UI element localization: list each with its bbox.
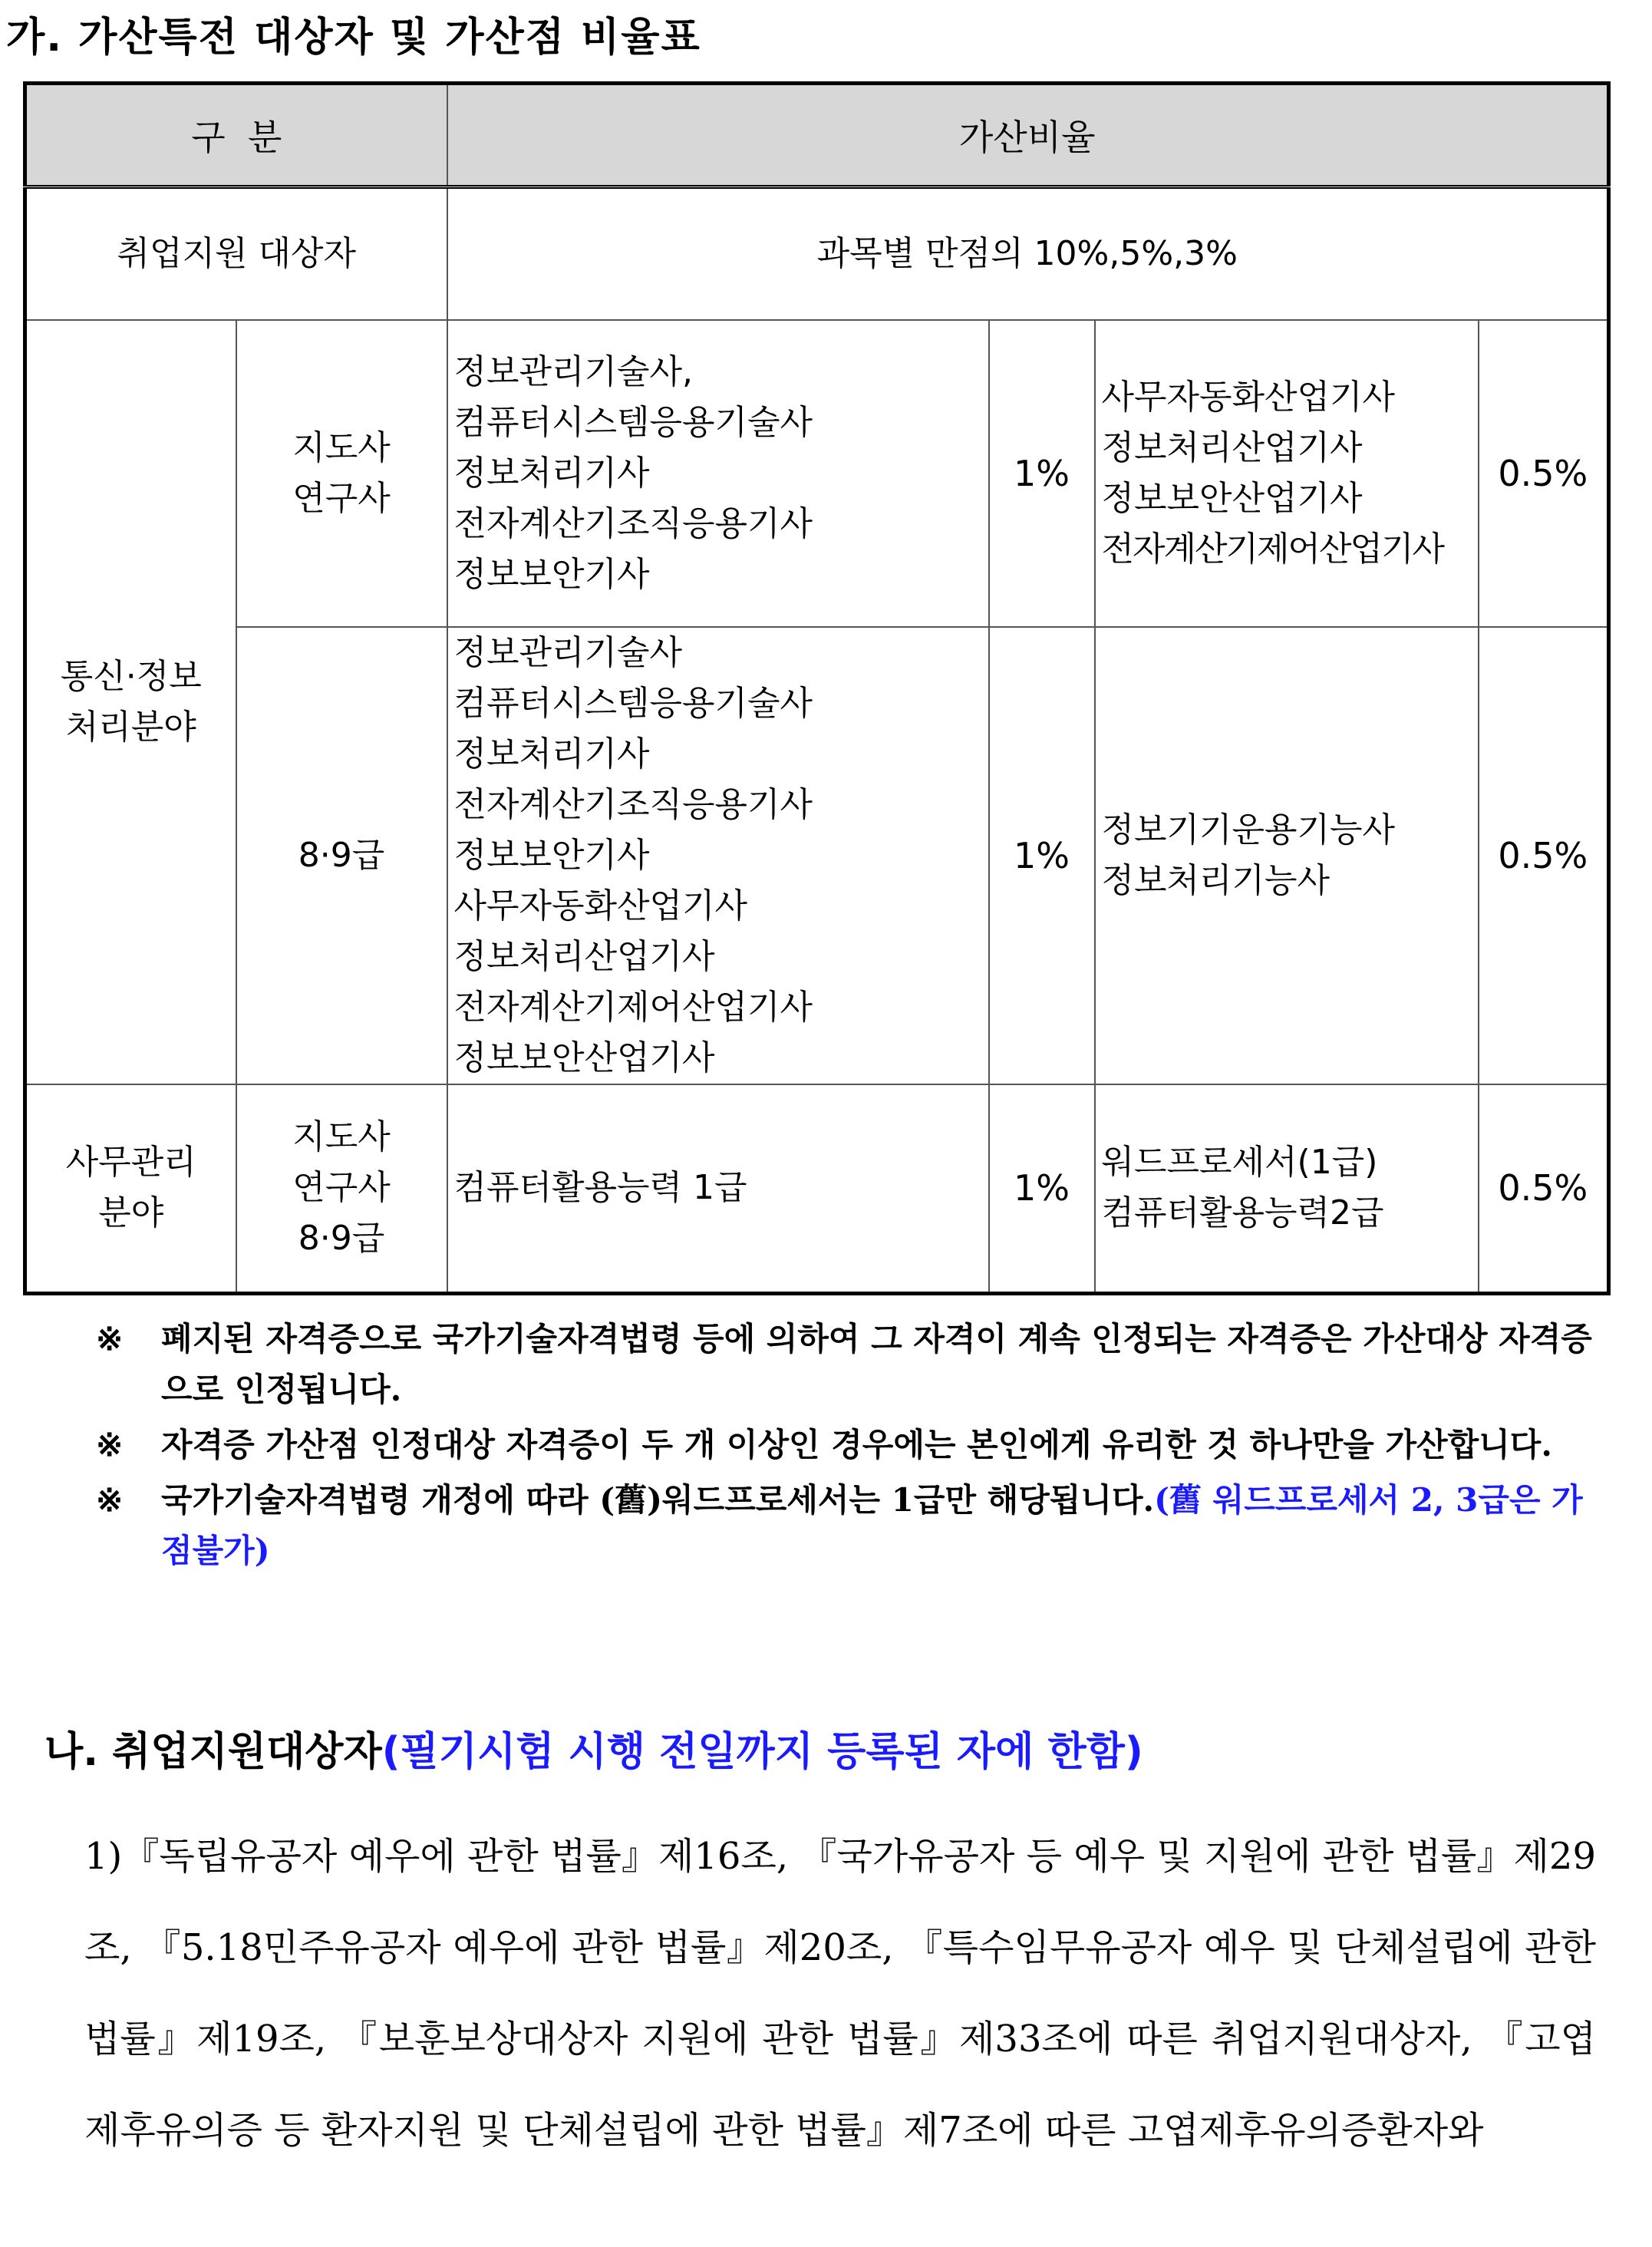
rate-1pct: 1% [989, 1084, 1095, 1294]
note-item [96, 1475, 1596, 1576]
cert-list-1pct [447, 1084, 989, 1294]
table-row [25, 187, 1609, 320]
cert-list-05pct [1095, 1084, 1479, 1294]
grade-line: 지도사 [292, 1117, 391, 1157]
category-line: 사무관리 [65, 1143, 196, 1183]
rate-05pct: 0.5% [1479, 627, 1609, 1084]
note-text: 국가기술자격법령 개정에 따라 (舊)워드프로세서는 1급만 해당됩니다. [161, 1481, 1155, 1519]
cert-item: 정보처리기사 [453, 453, 650, 493]
cert-item: 정보처리기능사 [1101, 860, 1331, 900]
rate-1pct: 1% [989, 627, 1095, 1084]
category-telecom [25, 320, 236, 1084]
cert-item: 전자계산기제어산업기사 [453, 987, 813, 1027]
cert-item: 전자계산기조직응용기사 [453, 784, 813, 824]
table-row [25, 320, 1609, 627]
grade-line: 연구사 [292, 1168, 391, 1208]
note-mark: ※ [96, 1426, 124, 1463]
section-a-title: 가. 가산특전 대상자 및 가산점 비율표 [6, 15, 701, 61]
table-header-row [25, 84, 1609, 187]
grade-line: 8·9급 [298, 1219, 385, 1259]
grade-cell [236, 320, 447, 627]
header-category: 구 분 [25, 84, 447, 187]
cert-list-1pct [447, 320, 989, 627]
cert-item: 사무자동화산업기사 [453, 886, 748, 926]
section-b-title-highlight: (필기시험 시행 전일까지 등록된 자에 한함) [381, 1729, 1143, 1775]
grade-line: 연구사 [292, 478, 391, 518]
cert-list-1pct [447, 627, 989, 1084]
bonus-rate-table [23, 81, 1611, 1295]
cert-item: 정보기기운용기능사 [1101, 810, 1396, 850]
table-row [25, 1084, 1609, 1294]
category-line: 분야 [98, 1193, 164, 1233]
cert-item: 정보보안산업기사 [1101, 478, 1363, 518]
note-text: 폐지된 자격증으로 국가기술자격법령 등에 의하여 그 자격이 계속 인정되는 자격증은 가산대상 자격증으로 인정됩니다. [161, 1320, 1592, 1408]
category-line: 통신·정보 [60, 656, 202, 696]
cert-item: 컴퓨터시스템응용기술사 [453, 402, 813, 442]
grade-cell: 8·9급 [236, 627, 447, 1084]
note-item [96, 1420, 1596, 1470]
rate-05pct: 0.5% [1479, 320, 1609, 627]
cert-item: 워드프로세서(1급) [1101, 1143, 1378, 1183]
category-line: 처리분야 [65, 707, 196, 747]
note-text: 자격증 가산점 인정대상 자격증이 두 개 이상인 경우에는 본인에게 유리한 것 하나만을 가산합니다. [161, 1426, 1552, 1463]
cert-item: 사무자동화산업기사 [1101, 377, 1396, 417]
note-text-highlight: (舊 워드프로세서 2, 3급은 가점불가) [161, 1481, 1583, 1569]
section-b-title [45, 1719, 1143, 1777]
cert-item: 컴퓨터활용능력2급 [1101, 1193, 1384, 1233]
job-support-value: 과목별 만점의 10%,5%,3% [447, 187, 1609, 320]
cert-item: 정보보안산업기사 [453, 1038, 715, 1077]
rate-1pct: 1% [989, 320, 1095, 627]
notes-block [96, 1314, 1596, 1581]
cert-item: 전자계산기조직응용기사 [453, 503, 813, 543]
note-mark: ※ [96, 1481, 124, 1519]
job-support-label: 취업지원 대상자 [25, 187, 447, 320]
table-row [25, 627, 1609, 1084]
section-b-title-text: 나. 취업지원대상자 [45, 1729, 382, 1775]
header-bonus-rate: 가산비율 [447, 84, 1609, 187]
cert-item: 정보관리기술사, [453, 351, 694, 391]
cert-list-05pct [1095, 320, 1479, 627]
paragraph-1: 1)『독립유공자 예우에 관한 법률』제16조, 『국가유공자 등 예우 및 지원에 관한 법률』제29조, 『5.18민주유공자 예우에 관한 법률』제20조, 『특수임무유공자 예우 및 단체설립에 관한 법률』제19조, 『보훈보상대상자 지원에 관한 법률』제33조에 따른 취업지원대상자, 『고엽제후유의증 등 환자지원 및 단체설립에 관한 법률』제7조에 따른 고엽제후유의증환자와 [84, 1835, 1596, 2152]
cert-list-05pct [1095, 627, 1479, 1084]
cert-item: 정보처리기사 [453, 734, 650, 774]
category-office [25, 1084, 236, 1294]
cert-item: 정보처리산업기사 [453, 936, 715, 976]
cert-item: 전자계산기제어산업기사 [1101, 529, 1444, 569]
cert-item: 정보처리산업기사 [1101, 427, 1363, 467]
note-mark: ※ [96, 1320, 124, 1358]
rate-05pct: 0.5% [1479, 1084, 1609, 1294]
cert-item: 정보보안기사 [453, 554, 650, 594]
cert-item: 컴퓨터활용능력 1급 [453, 1168, 747, 1208]
cert-item: 컴퓨터시스템응용기술사 [453, 683, 813, 723]
grade-cell [236, 1084, 447, 1294]
grade-line: 지도사 [292, 427, 391, 467]
cert-item: 정보관리기술사 [453, 632, 683, 672]
cert-item: 정보보안기사 [453, 835, 650, 875]
note-item [96, 1314, 1596, 1415]
